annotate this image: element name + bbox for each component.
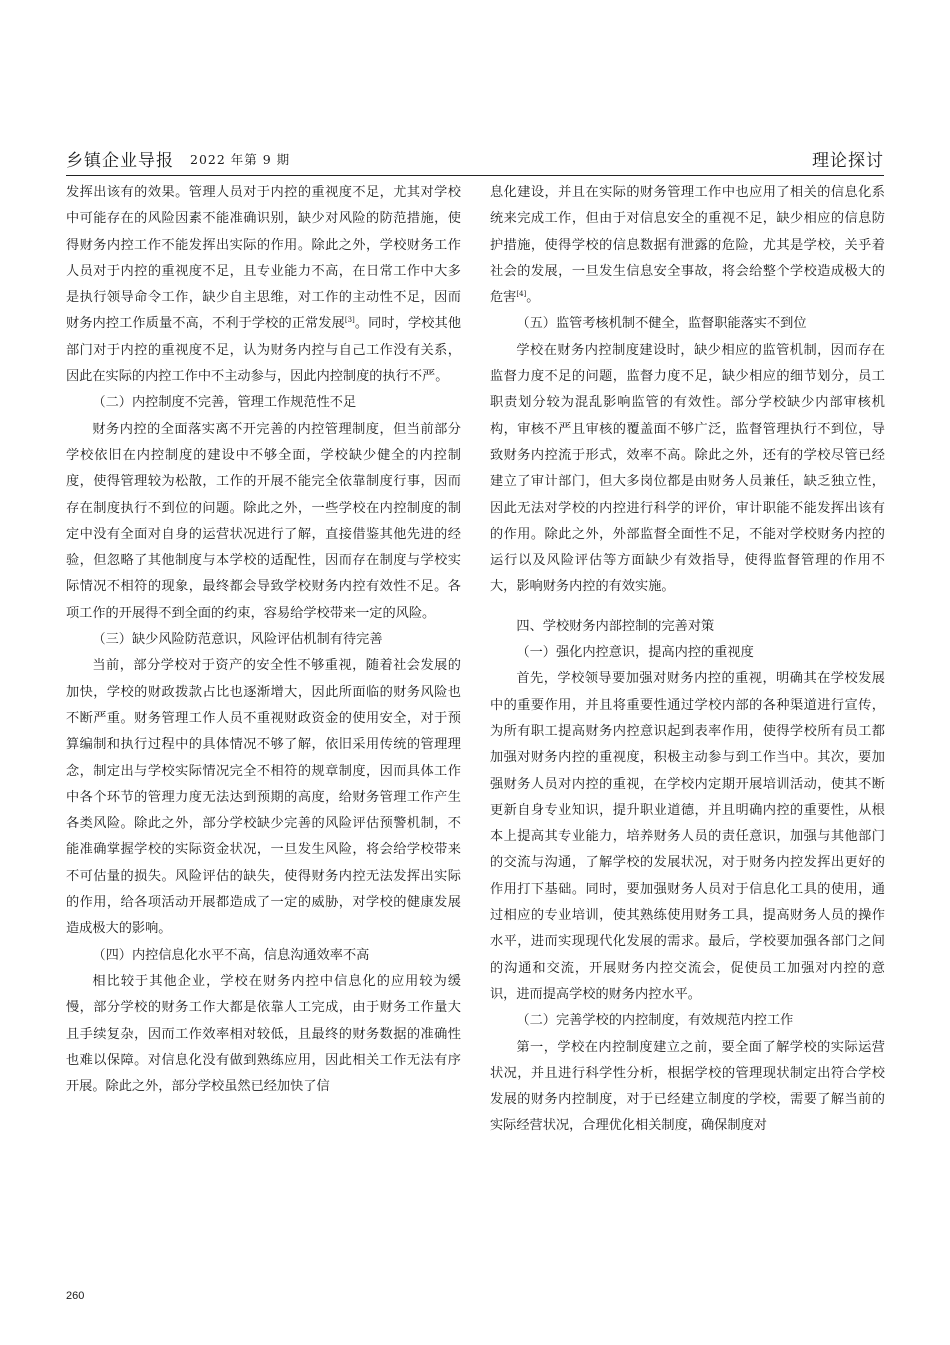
right-column: [490, 180, 885, 1140]
paragraph: 学校在财务内控制度建设时，缺少相应的监管机制，因而存在监督力度不足的问题，监督力度不足，缺少相应的细节划分，员工职责划分较为混乱影响监管的有效性。部分学校缺少内部审核机构，审核不严且审核的覆盖面不够广泛，监督管理执行不到位，导致财务内控流于形式，效率不高。除此之外，还有的学校尽管已经建立了审计部门，但大多岗位都是由财务人员兼任，缺乏独立性，因此无法对学校的内控进行科学的评价，审计职能不能发挥出该有的作用。除此之外，外部监督全面性不足，不能对学校财务内控的运行以及风险评估等方面缺少有效指导，使得监督管理的作用不大，影响财务内控的有效实施。: [490, 342, 885, 595]
page-number: 260: [66, 1290, 85, 1302]
paragraph: 首先，学校领导要加强对财务内控的重视，明确其在学校发展中的重要作用，并且将重要性通过学校内部的各种渠道进行宣传，为所有职工提高财务内控意识起到表率作用，使得学校所有员工都加强对财务内控的重视度，积极主动参与到工作当中。其次，要加强财务人员对内控的重视，在学校内定期开展培训活动，使其不断更新自身专业知识，提升职业道德，并且明确内控的重要性，从根本上提高其专业能力，培养财务人员的责任意识，加强与其他部门的交流与沟通，了解学校的发展状况，对于财务内控发挥出更好的作用打下基础。同时，要加强财务人员对于信息化工具的使用，通过相应的专业培训，使其熟练使用财务工具，提高财务人员的操作水平，进而实现现代化发展的需求。最后，学校要加强各部门之间的沟通和交流，开展财务内控交流会，促使员工加强对内控的意识，进而提高学校的财务内控水平。: [490, 671, 885, 1002]
issue-info: 2022 年第 9 期: [190, 152, 291, 167]
journal-title: 乡镇企业导报: [66, 151, 174, 171]
paragraph: 息化建设，并且在实际的财务管理工作中也应用了相关的信息化系统来完成工作，但由于对信息安全的重视不足，缺少相应的信息防护措施，使得学校的信息数据有泄露的危险，尤其是学校，关乎着社会的发展，一旦发生信息安全事故，将会给整个学校造成极大的危害[4]。: [490, 185, 885, 306]
citation: [3]: [344, 316, 355, 325]
running-header: [66, 146, 884, 176]
citation: [4]: [516, 290, 527, 299]
paragraph: 发挥出该有的效果。管理人员对于内控的重视度不足，尤其对学校中可能存在的风险因素不能准确识别，缺少对风险的防范措施，使得财务内控工作不能发挥出实际的作用。除此之外，学校财务工作人员对于内控的重视度不足，且专业能力不高，在日常工作中大多是执行领导命令工作，缺少自主思维，对工作的主动性不足，因而财务内控工作质量不高，不利于学校的正常发展[3]。同时，学校其他部门对于内控的重视度不足，认为财务内控与自己工作没有关系，因此在实际的内控工作中不主动参与，因此内控制度的执行不严。: [66, 185, 462, 385]
subsection-heading: （四）内控信息化水平不高，信息沟通效率不高: [92, 947, 370, 963]
section-heading: 四、学校财务内部控制的完善对策: [516, 618, 715, 634]
paragraph: 第一，学校在内控制度建立之前，要全面了解学校的实际运营状况，并且进行科学性分析，根据学校的管理现状制定出符合学校发展的财务内控制度，对于已经建立制度的学校，需要了解当前的实际经营状况，合理优化相关制度，确保制度对: [490, 1039, 885, 1134]
subsection-heading: （三）缺少风险防范意识，风险评估机制有待完善: [92, 632, 383, 648]
paragraph: 当前，部分学校对于资产的安全性不够重视，随着社会发展的加快，学校的财政拨款占比也逐渐增大，因此所面临的财务风险也不断严重。财务管理工作人员不重视财政资金的使用安全，对于预算编制和执行过程中的具体情况不够了解，依旧采用传统的管理理念，制定出与学校实际情况完全不相符的规章制度，因而具体工作中各个环节的管理力度无法达到预期的高度，给财务管理工作产生各类风险。除此之外，部分学校缺少完善的风险评估预警机制，不能准确掌握学校的实际资金状况，一旦发生风险，将会给学校带来不可估量的损失。风险评估的缺失，使得财务内控无法发挥出实际的作用，给各项活动开展都造成了一定的威胁，对学校的健康发展造成极大的影响。: [66, 658, 461, 937]
paragraph: 相比较于其他企业，学校在财务内控中信息化的应用较为缓慢，部分学校的财务工作大都是依靠人工完成，由于财务工作量大且手续复杂，因而工作效率相对较低，且最终的财务数据的准确性也难以保障。对信息化没有做到熟练应用，因此相关工作无法有序开展。除此之外，部分学校虽然已经加快了信: [66, 973, 461, 1095]
section-title: 理论探讨: [812, 151, 884, 171]
subsection-heading: （二）内控制度不完善，管理工作规范性不足: [92, 395, 357, 411]
subsection-heading: （二）完善学校的内控制度，有效规范内控工作: [516, 1013, 794, 1029]
header-rule: [66, 175, 884, 176]
subsection-heading: （一）强化内控意识，提高内控的重视度: [516, 645, 754, 661]
left-column: [66, 180, 461, 1100]
paragraph: 财务内控的全面落实离不开完善的内控管理制度，但当前部分学校依旧在内控制度的建设中不够全面，学校缺少健全的内控制度，使得管理较为松散，工作的开展不能完全依靠制度行事，因而存在制度执行不到位的问题。除此之外，一些学校在内控制度的制定中没有全面对自身的运营状况进行了解，直接借鉴其他先进的经验，但忽略了其他制度与本学校的适配性，因而存在制度与学校实际情况不相符的现象，最终都会导致学校财务内控有效性不足。各项工作的开展得不到全面的约束，容易给学校带来一定的风险。: [66, 421, 461, 621]
subsection-heading: （五）监管考核机制不健全，监督职能落实不到位: [516, 316, 807, 332]
